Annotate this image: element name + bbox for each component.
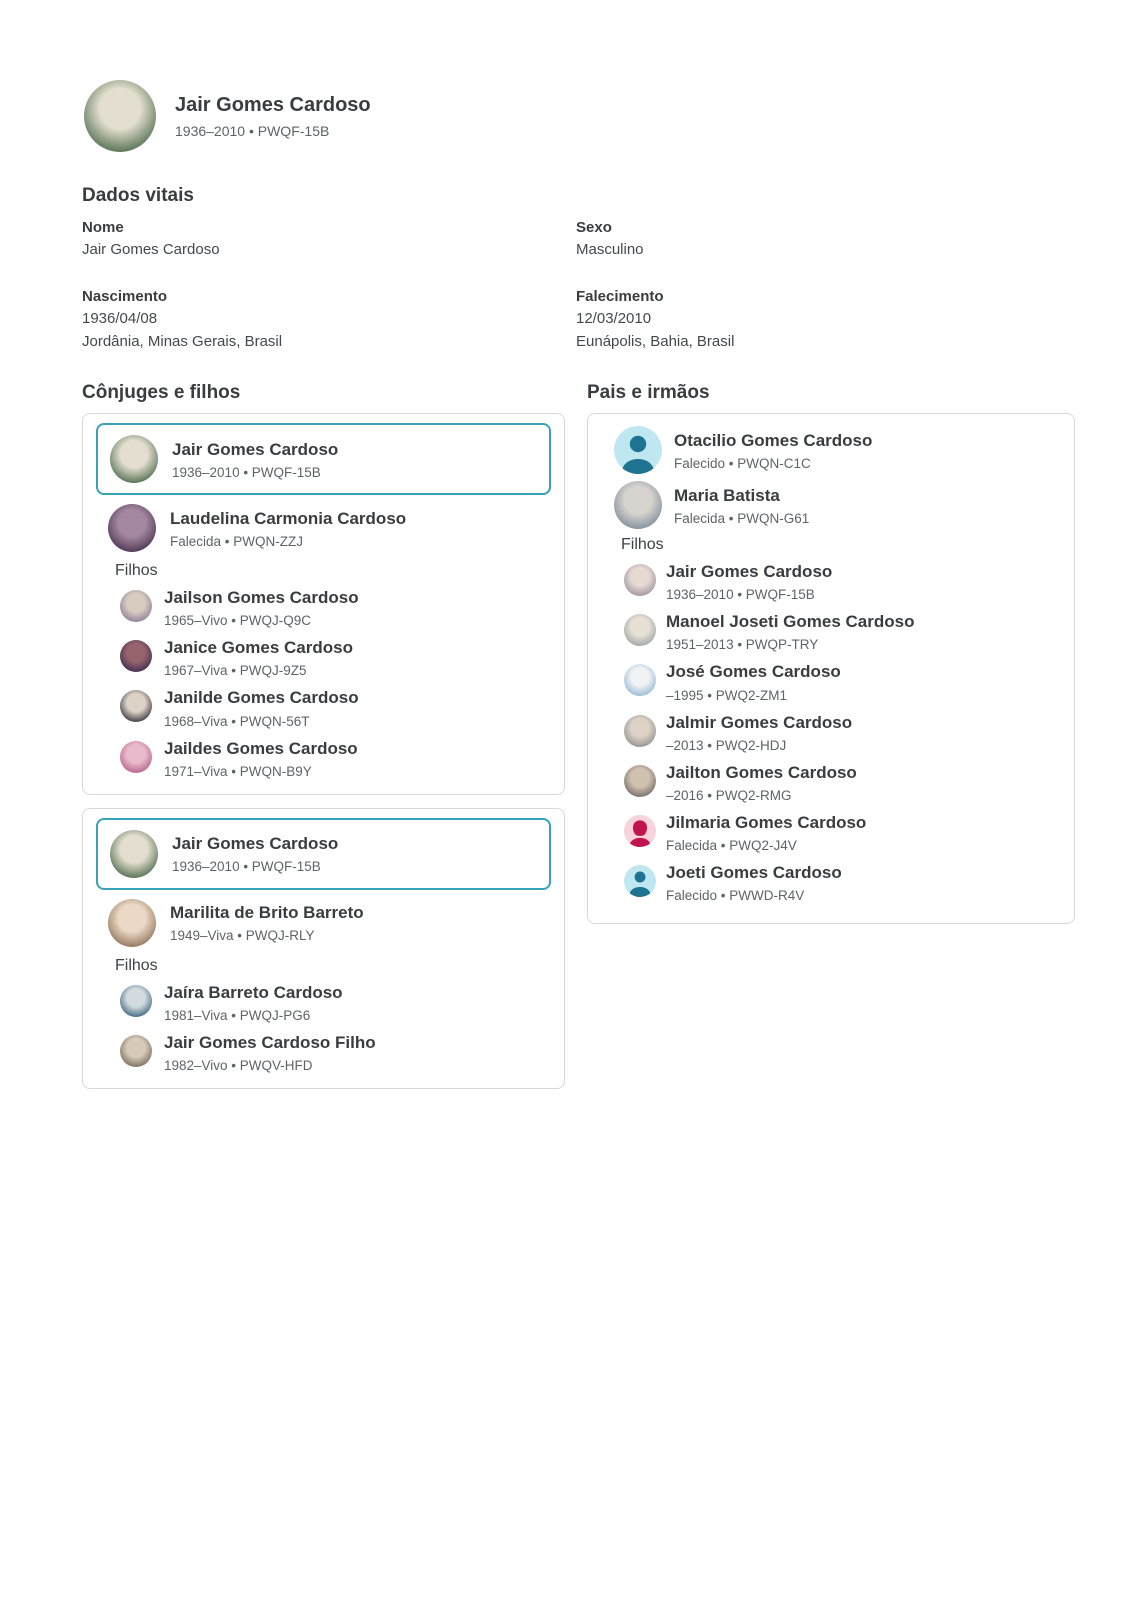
person-photo: [614, 481, 662, 529]
children-label: Filhos: [115, 956, 158, 974]
person-row-janice[interactable]: [96, 637, 551, 678]
person-row-text: [164, 982, 343, 1023]
field-value: 12/03/2010: [576, 309, 652, 327]
person-row-jaildes[interactable]: [96, 738, 551, 779]
person-row-detail: Falecido • PWQN-C1C: [674, 455, 811, 471]
person-row-jalmir[interactable]: [614, 712, 1054, 753]
person-row-detail: 1949–Viva • PWQJ-RLY: [170, 928, 315, 944]
field-value: Jair Gomes Cardoso: [82, 241, 220, 259]
person-row-text: [172, 439, 338, 480]
person-photo: [624, 715, 656, 747]
person-details-page: [82, 0, 1075, 1102]
person-row-jaira[interactable]: [96, 982, 551, 1023]
person-row-text: [666, 712, 852, 753]
female-silhouette-icon: [624, 815, 656, 847]
person-row-detail: 1968–Viva • PWQN-56T: [164, 713, 310, 729]
person-header: [84, 80, 1075, 152]
male-silhouette-icon: [624, 865, 656, 897]
person-row-text: [666, 862, 842, 903]
person-photo: [120, 985, 152, 1017]
person-photo: [110, 435, 158, 483]
person-row-name: Maria Batista: [674, 485, 780, 505]
field-label: Sexo: [576, 219, 612, 236]
person-photo: [120, 741, 152, 773]
person-row-name: Jair Gomes Cardoso: [172, 439, 339, 459]
person-row-name: Jailton Gomes Cardoso: [666, 762, 857, 782]
person-row-detail: 1936–2010 • PWQF-15B: [172, 859, 321, 875]
person-row-detail: 1971–Viva • PWQN-B9Y: [164, 763, 312, 779]
vitals-field-falecimento: [576, 287, 1075, 354]
person-row-jose[interactable]: [614, 661, 1054, 702]
family-card-laudelina: [82, 413, 565, 794]
person-row-name: Jaíra Barreto Cardoso: [164, 982, 343, 1002]
selected-person-box: [96, 818, 551, 890]
vitals-field-nome: [82, 218, 576, 262]
field-value: Eunápolis, Bahia, Brasil: [576, 333, 735, 350]
person-photo: [120, 590, 152, 622]
person-row-detail: Falecido • PWWD-R4V: [666, 887, 805, 903]
parents-card: [587, 413, 1075, 924]
field-label: Nome: [82, 219, 124, 236]
selected-person-box: [96, 423, 551, 495]
person-photo: [110, 830, 158, 878]
spouses-children-section: [82, 382, 565, 1102]
person-row-detail: Falecida • PWQN-G61: [674, 510, 810, 526]
person-row-name: Janilde Gomes Cardoso: [164, 688, 359, 708]
person-row-detail: 1936–2010 • PWQF-15B: [172, 464, 321, 480]
field-value: 1936/04/08: [82, 309, 158, 327]
family-card-marilita: [82, 808, 565, 1089]
person-row-name: Jair Gomes Cardoso Filho: [164, 1032, 376, 1052]
children-label: Filhos: [621, 536, 664, 554]
person-row-jair-filho[interactable]: [96, 1032, 551, 1073]
person-row-janilde[interactable]: [96, 687, 551, 728]
person-row-detail: 1965–Vivo • PWQJ-Q9C: [164, 613, 312, 629]
person-row-name: Otacilio Gomes Cardoso: [674, 430, 873, 450]
person-row-text: [666, 561, 832, 602]
parents-siblings-title: Pais e irmãos: [587, 382, 710, 404]
person-row-detail: –2013 • PWQ2-HDJ: [666, 737, 787, 753]
person-row-jair-sibling[interactable]: [614, 561, 1054, 602]
person-row-text: [170, 508, 406, 549]
person-photo: [120, 690, 152, 722]
person-row-text: [666, 762, 857, 803]
person-row-name: Manoel Joseti Gomes Cardoso: [666, 612, 915, 632]
person-row-name: Laudelina Carmonia Cardoso: [170, 508, 407, 528]
person-row-jair-selected[interactable]: [110, 830, 537, 878]
person-row-jailton[interactable]: [614, 762, 1054, 803]
person-photo: [120, 1035, 152, 1067]
person-row-name: José Gomes Cardoso: [666, 662, 841, 682]
person-row-laudelina[interactable]: [96, 504, 551, 552]
field-label: Nascimento: [82, 287, 168, 305]
person-row-jilmaria[interactable]: [614, 812, 1054, 853]
person-row-name: Joeti Gomes Cardoso: [666, 862, 842, 882]
person-row-text: [164, 687, 359, 728]
person-row-detail: 1951–2013 • PWQP-TRY: [666, 637, 819, 653]
person-row-detail: –2016 • PWQ2-RMG: [666, 787, 792, 803]
person-row-jair-selected[interactable]: [110, 435, 537, 483]
field-label: Falecimento: [576, 287, 664, 305]
person-row-detail: –1995 • PWQ2-ZM1: [666, 687, 788, 703]
person-row-text: [170, 902, 364, 943]
person-row-name: Jalmir Gomes Cardoso: [666, 712, 853, 732]
person-row-marilita[interactable]: [96, 899, 551, 947]
person-photo: [120, 640, 152, 672]
vitals-field-nascimento: [82, 287, 576, 354]
person-row-name: Jaildes Gomes Cardoso: [164, 738, 358, 758]
person-portrait[interactable]: [84, 80, 156, 152]
person-row-text: [164, 637, 353, 678]
vitals-title: Dados vitais: [82, 185, 194, 206]
person-row-name: Jair Gomes Cardoso: [666, 562, 833, 582]
person-row-manoel[interactable]: [614, 611, 1054, 652]
person-row-text: [666, 661, 841, 702]
person-row-text: [164, 587, 359, 628]
person-row-text: [164, 738, 358, 779]
person-photo: [108, 504, 156, 552]
person-row-text: [666, 812, 866, 853]
person-name: Jair Gomes Cardoso: [175, 94, 371, 116]
parents-siblings-section: [587, 382, 1075, 924]
vitals-field-sexo: [576, 218, 1075, 262]
person-photo: [624, 614, 656, 646]
vitals-grid: [82, 218, 1075, 353]
person-row-text: [674, 430, 872, 471]
person-row-joeti[interactable]: [614, 862, 1054, 903]
person-row-detail: Falecida • PWQ2-J4V: [666, 837, 797, 853]
person-row-text: [674, 485, 809, 526]
family-columns: [82, 382, 1075, 1102]
person-row-name: Janice Gomes Cardoso: [164, 638, 353, 658]
vitals-section: [82, 185, 1075, 353]
children-label: Filhos: [115, 562, 158, 580]
person-row-detail: 1982–Vivo • PWQV-HFD: [164, 1057, 313, 1073]
person-row-text: [666, 611, 914, 652]
spouses-children-title: Cônjuges e filhos: [82, 382, 241, 404]
person-photo: [108, 899, 156, 947]
field-value: Jordânia, Minas Gerais, Brasil: [82, 333, 283, 350]
person-photo: [624, 765, 656, 797]
person-photo: [624, 564, 656, 596]
person-row-name: Jair Gomes Cardoso: [172, 834, 339, 854]
person-row-text: [172, 833, 338, 874]
person-row-otacilio[interactable]: [614, 426, 1054, 474]
person-header-text: [175, 93, 371, 139]
male-silhouette-icon: [614, 426, 662, 474]
person-row-detail: 1936–2010 • PWQF-15B: [666, 587, 815, 603]
person-row-detail: 1967–Viva • PWQJ-9Z5: [164, 663, 307, 679]
person-row-maria[interactable]: [614, 481, 1054, 529]
field-value: Masculino: [576, 241, 644, 259]
person-lifespan-id: 1936–2010 • PWQF-15B: [175, 123, 330, 139]
person-row-text: [164, 1032, 376, 1073]
person-row-name: Jailson Gomes Cardoso: [164, 588, 359, 608]
person-row-jailson[interactable]: [96, 587, 551, 628]
person-row-detail: Falecida • PWQN-ZZJ: [170, 533, 303, 549]
person-row-name: Jilmaria Gomes Cardoso: [666, 812, 867, 832]
person-row-detail: 1981–Viva • PWQJ-PG6: [164, 1007, 311, 1023]
person-photo: [624, 664, 656, 696]
person-row-name: Marilita de Brito Barreto: [170, 903, 364, 923]
